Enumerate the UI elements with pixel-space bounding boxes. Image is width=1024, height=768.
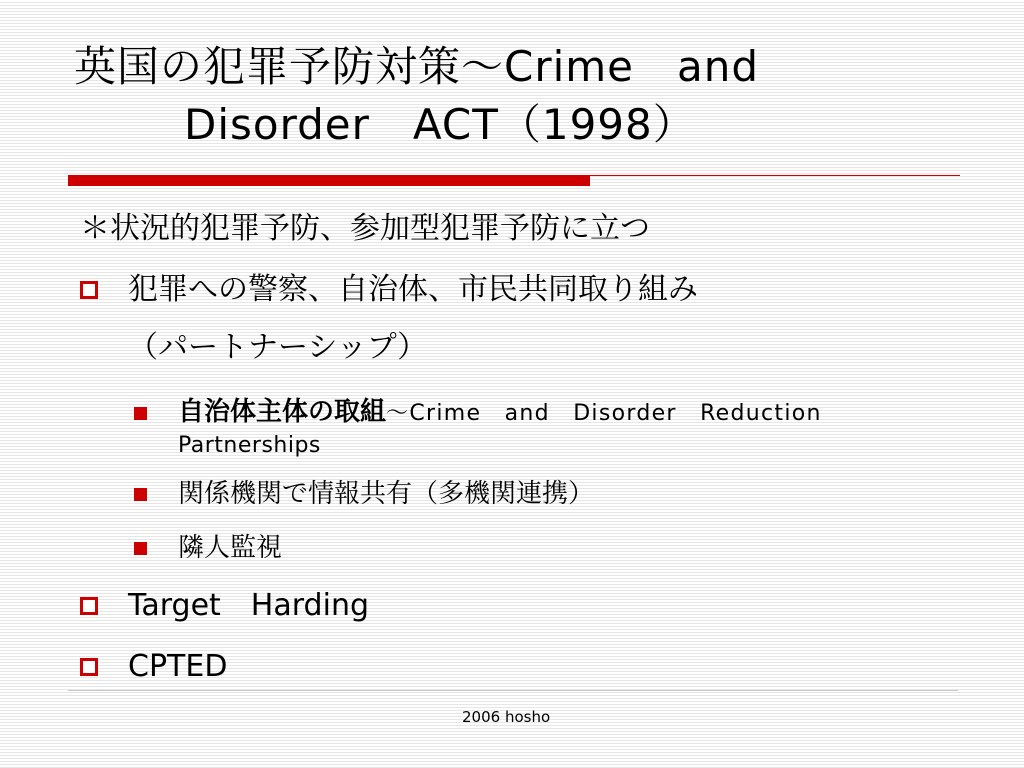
sub-bullet-text: 関係機関で情報共有（多機関連携） [178,479,595,509]
hollow-square-bullet-icon [80,281,98,299]
bullet-text: CPTED [128,649,228,684]
filled-square-bullet-icon [134,407,147,420]
sub-bullet-lead: 自治体主体の取組 [178,397,387,427]
footer-divider [68,690,958,691]
filled-square-bullet-icon [134,542,147,555]
title-underline-thin [590,175,960,176]
slide-title [74,38,974,154]
filled-square-bullet-icon [134,488,147,501]
sub-bullet-text-local-govt [178,396,948,462]
footer-text: 2006 hosho [462,708,551,726]
hollow-square-bullet-icon [80,658,98,676]
title-underline-thick [68,175,590,186]
hollow-square-bullet-icon [80,597,98,615]
sub-bullet-english-continued: Partnerships [178,433,321,458]
sub-bullet-english: ～Crime and Disorder Reduction [386,401,822,426]
intro-text: ＊状況的犯罪予防、参加型犯罪予防に立つ [80,211,650,246]
title-line-1: 英国の犯罪予防対策～Crime and [74,42,760,91]
title-line-2: Disorder ACT（1998） [184,100,696,149]
bullet-text: Target Harding [128,588,369,623]
bullet-text: 犯罪への警察、自治体、市民共同取り組み [128,272,698,307]
sub-bullet-text: 隣人監視 [178,533,283,563]
bullet-text-continued: （パートナーシップ） [128,330,428,365]
